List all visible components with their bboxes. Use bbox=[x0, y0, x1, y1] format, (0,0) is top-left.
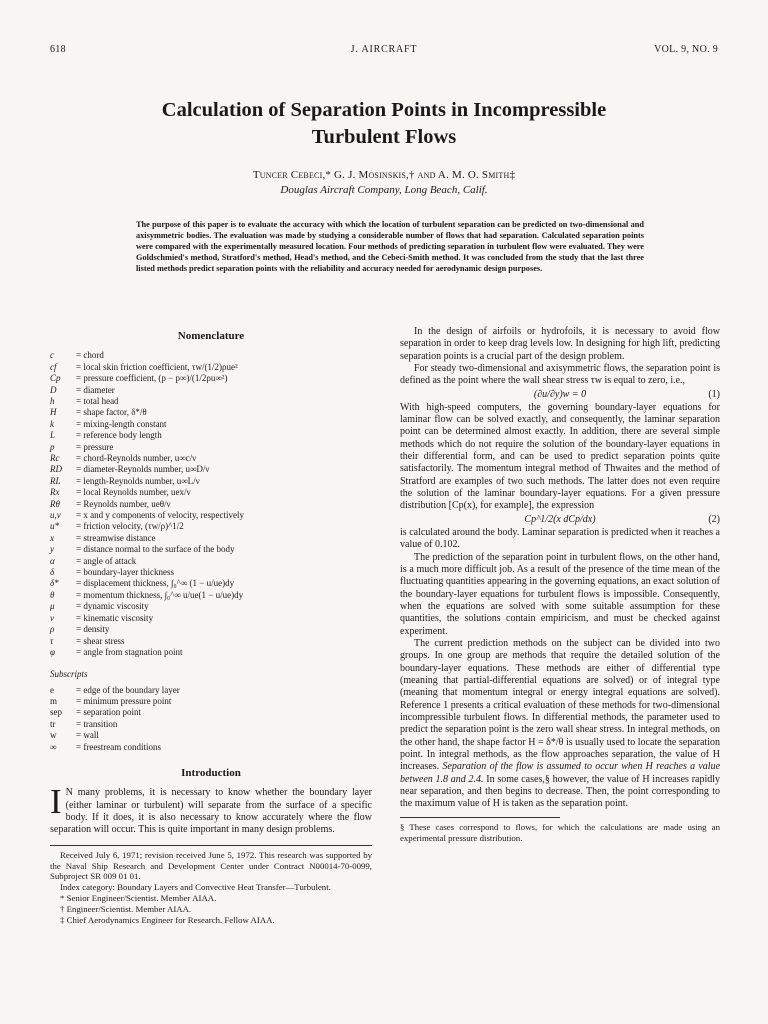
nomenclature-item-definition: = chord bbox=[76, 350, 104, 361]
nomenclature-item bbox=[50, 373, 372, 384]
left-column bbox=[50, 326, 372, 925]
nomenclature-item-definition: = length-Reynolds number, u∞L/ν bbox=[76, 475, 200, 486]
running-header bbox=[50, 44, 718, 58]
introduction-paragraph bbox=[50, 782, 372, 836]
nomenclature-item-symbol: θ bbox=[50, 589, 55, 600]
separation-criterion-italic: Separation of the flow is assumed to occur when H reaches a value between 1.8 and 2.4. bbox=[400, 761, 721, 785]
nomenclature-item bbox=[50, 636, 372, 647]
drop-cap: I bbox=[50, 782, 62, 822]
footnotes-left bbox=[50, 850, 372, 926]
equation-2-number: (2) bbox=[708, 513, 720, 525]
nomenclature-item bbox=[50, 613, 372, 624]
subscript-item bbox=[50, 685, 372, 696]
nomenclature-item-symbol: δ bbox=[50, 567, 55, 578]
paragraph-laminar-methods: With high-speed computers, the governing boundary-layer equations for laminar flow can be solved exactly, and consequently, the laminar separation point can be determined almost exactly. In addition, there are several simple methods which do not require the solution of the boundary-layer equations in their differential form, and can be used to predict separation points quite satisfactorily. The momentum integral method of Thwaites and the method of Stratford are examples of two such methods. The latter does not even require the solution of the laminar boundary-layer equations. For a given pressure distribution [Cp(x), for example], the expression bbox=[400, 401, 720, 512]
nomenclature-item-symbol: ρ bbox=[50, 624, 55, 635]
subscript-item-definition: = separation point bbox=[76, 707, 142, 718]
subscripts-list bbox=[50, 685, 372, 753]
footnote-author-2: † Engineer/Scientist. Member AIAA. bbox=[60, 903, 192, 914]
nomenclature-item-symbol: L bbox=[50, 430, 56, 441]
nomenclature-item bbox=[50, 578, 372, 589]
nomenclature-item bbox=[50, 487, 372, 498]
affiliation: Douglas Aircraft Company, Long Beach, Calif. bbox=[280, 184, 488, 196]
nomenclature-item bbox=[50, 476, 372, 487]
nomenclature-item-definition: = local Reynolds number, uex/ν bbox=[76, 487, 191, 498]
nomenclature-item-symbol: u,v bbox=[50, 510, 61, 521]
right-column bbox=[400, 326, 720, 843]
nomenclature-item-symbol: μ bbox=[50, 601, 55, 612]
paragraph-turbulent-prediction: The prediction of the separation point in turbulent flows, on the other hand, is a much more difficult job. As a result of the presence of the time mean of the fluctuating quantities appearing in the governing equations, an exact solution of the boundary-layer equations for turbulent flows is impossible. Consequently, when the equations are solved with some suitable assumption for these quantities, the solutions contain empiricism, and must be checked against experiment. bbox=[400, 551, 720, 637]
nomenclature-item-symbol: H bbox=[50, 407, 57, 418]
nomenclature-item-symbol: φ bbox=[50, 646, 55, 657]
nomenclature-item-definition: = shear stress bbox=[76, 635, 125, 646]
current-methods-text: The current prediction methods on the subject can be divided into two groups. In one group are methods that require the detailed solution of the boundary-layer equations. These methods are either of differential type (meaning that partial-differential equations are solved) or of integral type (meaning that momentum integral or energy integral equations are solved). Reference 1 presents a critical evaluation of these methods for two-dimensional incompressible turbulent flows. In differential methods, the parameter used to predict the separation point is the zero wall shear stress. In integral methods, on the other hand, the shape factor H = δ*/θ is usually used to locate the separation point. In integral methods, as the flow approaches separation, the value of H increases. bbox=[400, 637, 720, 773]
nomenclature-item bbox=[50, 385, 372, 396]
nomenclature-item bbox=[50, 453, 372, 464]
footnote-author-3: ‡ Chief Aerodynamics Engineer for Research. Fellow AIAA. bbox=[60, 914, 275, 925]
subscript-item bbox=[50, 719, 372, 730]
footnote-right: § These cases correspond to flows, for which the calculations are made using an experimental pressure distribution. bbox=[400, 821, 720, 843]
nomenclature-item bbox=[50, 647, 372, 658]
nomenclature-item-definition: = streamwise distance bbox=[76, 532, 156, 543]
nomenclature-item-symbol: p bbox=[50, 441, 55, 452]
nomenclature-item-symbol: RD bbox=[50, 464, 62, 475]
nomenclature-item-symbol: Rc bbox=[50, 453, 60, 463]
author-block bbox=[60, 168, 708, 198]
nomenclature-list bbox=[50, 350, 372, 658]
nomenclature-item bbox=[50, 396, 372, 407]
equation-2-body: Cp^1/2(x dCp/dx) bbox=[524, 513, 596, 525]
nomenclature-item-definition: = chord-Reynolds number, u∞c/ν bbox=[76, 453, 197, 463]
nomenclature-item-definition: = boundary-layer thickness bbox=[76, 567, 175, 578]
nomenclature-item-symbol: h bbox=[50, 395, 55, 406]
nomenclature-item-definition: = dynamic viscosity bbox=[76, 601, 149, 612]
nomenclature-item-definition: = momentum thickness, ∫₀^∞ u/ue(1 − u/ue)dy bbox=[76, 589, 244, 600]
volume-issue: VOL. 9, NO. 9 bbox=[654, 44, 718, 55]
subscript-item-symbol: tr bbox=[50, 718, 56, 729]
nomenclature-item-symbol: D bbox=[50, 384, 57, 395]
nomenclature-item-symbol: c bbox=[50, 350, 54, 361]
nomenclature-item-symbol: ν bbox=[50, 612, 54, 623]
subscripts-heading: Subscripts bbox=[50, 669, 88, 680]
subscript-item-symbol: m bbox=[50, 696, 58, 707]
nomenclature-item bbox=[50, 590, 372, 601]
current-methods-end: In some cases,§ however, the value of H increases rapidly near separation, and then begins to decrease. Then, the point corresponding to the maximum value of H is taken as the separation point. bbox=[400, 773, 721, 810]
nomenclature-item-symbol: RL bbox=[50, 475, 61, 486]
nomenclature-item-definition: = shape factor, δ*/θ bbox=[76, 407, 147, 418]
paragraph-design-airfoils: In the design of airfoils or hydrofoils, it is necessary to avoid flow separation in order to keep drag levels low. In designing for high lift, predicting separation points is a crucial part of the design problem. bbox=[400, 326, 720, 362]
subscript-item-definition: = freestream conditions bbox=[76, 741, 162, 752]
footnote-rule bbox=[50, 845, 372, 846]
nomenclature-item-symbol: δ* bbox=[50, 578, 59, 589]
subscript-item-definition: = minimum pressure point bbox=[76, 696, 172, 707]
equation-1-number: (1) bbox=[708, 388, 720, 400]
nomenclature-item bbox=[50, 533, 372, 544]
subscript-item bbox=[50, 707, 372, 718]
footnote-rule-right bbox=[400, 817, 560, 818]
nomenclature-item bbox=[50, 567, 372, 578]
nomenclature-heading: Nomenclature bbox=[177, 330, 245, 342]
nomenclature-item-definition: = diameter-Reynolds number, u∞D/ν bbox=[76, 464, 210, 475]
nomenclature-item bbox=[50, 362, 372, 373]
nomenclature-item-definition: = mixing-length constant bbox=[76, 418, 167, 429]
subscript-item-definition: = wall bbox=[76, 730, 99, 741]
title-line-1: Calculation of Separation Points in Incompressible bbox=[161, 99, 607, 121]
nomenclature-item-definition: = x and y components of velocity, respectively bbox=[76, 510, 244, 521]
journal-name: J. AIRCRAFT bbox=[350, 44, 418, 55]
nomenclature-item-symbol: u* bbox=[50, 521, 59, 532]
nomenclature-item bbox=[50, 419, 372, 430]
nomenclature-item-symbol: τ bbox=[50, 635, 54, 646]
footnote-received: Received July 6, 1971; revision received June 5, 1972. This research was supported by the Naval Ship Research and Development Center under Contract N00014-70-0099, Subproject SR 009 01 01. bbox=[50, 849, 372, 882]
introduction-text: N many problems, it is necessary to know whether the boundary layer (either laminar or turbulent) will separate from the surface of a specific body. If it does, it is also necessary to know accurately where the flow separation will occur. This is quite important in many design problems. bbox=[50, 787, 372, 836]
subscript-item-symbol: e bbox=[50, 684, 54, 695]
nomenclature-item-definition: = displacement thickness, ∫₀^∞ (1 − u/ue)dy bbox=[76, 578, 235, 589]
subscript-item-symbol: sep bbox=[50, 707, 62, 718]
subscript-item bbox=[50, 696, 372, 707]
nomenclature-item bbox=[50, 624, 372, 635]
nomenclature-item-definition: = pressure coefficient, (p − p∞)/(1/2ρu∞²) bbox=[76, 373, 228, 384]
nomenclature-item bbox=[50, 601, 372, 612]
nomenclature-item-definition: = pressure bbox=[76, 441, 114, 452]
nomenclature-item-definition: = diameter bbox=[76, 384, 115, 395]
abstract: The purpose of this paper is to evaluate the accuracy with which the location of turbulent separation can be predicted on two-dimensional and axisymmetric bodies. The evaluation was made by studying a considerable number of flows that had separation. Calculated separation points were compared with the experimentally measured location. Four methods of predicting separation in turbulent flow were evaluated. They were Goldschmied's method, Stratford's method, Head's method, and the Cebeci-Smith method. It was concluded from the study that the last three listed methods predict separation points with the reliability and accuracy needed for aerodynamic design purposes. bbox=[136, 220, 644, 273]
nomenclature-item-definition: = friction velocity, (τw/ρ)^1/2 bbox=[76, 521, 184, 532]
nomenclature-item-symbol: Cp bbox=[50, 373, 61, 384]
subscript-item bbox=[50, 730, 372, 741]
nomenclature-item-definition: = distance normal to the surface of the body bbox=[76, 544, 235, 555]
nomenclature-item-symbol: α bbox=[50, 555, 55, 566]
equation-2 bbox=[400, 513, 720, 527]
nomenclature-item-definition: = local skin friction coefficient, τw/(1/2)ρue² bbox=[76, 361, 238, 372]
subscript-item-definition: = transition bbox=[76, 718, 118, 729]
introduction-heading: Introduction bbox=[181, 767, 241, 780]
nomenclature-item bbox=[50, 499, 372, 510]
nomenclature-item bbox=[50, 556, 372, 567]
nomenclature-item-definition: = total head bbox=[76, 395, 119, 406]
paragraph-separation-definition: For steady two-dimensional and axisymmetric flows, the separation point is defined as the point where the wall shear stress τw is equal to zero, i.e., bbox=[400, 363, 720, 387]
nomenclature-item-definition: = angle from stagnation point bbox=[76, 646, 183, 657]
nomenclature-item-definition: = Reynolds number, ueθ/ν bbox=[76, 498, 171, 509]
footnote-index-category: Index category: Boundary Layers and Convective Heat Transfer—Turbulent. bbox=[60, 882, 331, 893]
nomenclature-item bbox=[50, 521, 372, 532]
nomenclature-item-symbol: Rθ bbox=[50, 498, 60, 509]
nomenclature-item bbox=[50, 544, 372, 555]
nomenclature-item-symbol: cf bbox=[50, 361, 57, 372]
paragraph-laminar-criterion: is calculated around the body. Laminar separation is predicted when it reaches a value of 0.102. bbox=[400, 526, 720, 551]
nomenclature-item bbox=[50, 430, 372, 441]
nomenclature-item-symbol: x bbox=[50, 532, 54, 543]
nomenclature-item bbox=[50, 510, 372, 521]
footnote-author-1: * Senior Engineer/Scientist. Member AIAA. bbox=[60, 893, 217, 903]
nomenclature-item-definition: = kinematic viscosity bbox=[76, 612, 154, 623]
nomenclature-item bbox=[50, 407, 372, 418]
subscript-item-symbol: w bbox=[50, 730, 57, 741]
nomenclature-item bbox=[50, 464, 372, 475]
equation-1 bbox=[400, 388, 720, 402]
page-number: 618 bbox=[50, 44, 66, 55]
nomenclature-item-symbol: Rx bbox=[50, 487, 60, 498]
nomenclature-item-definition: = angle of attack bbox=[76, 555, 137, 566]
equation-1-body: (∂u/∂y)w = 0 bbox=[533, 388, 587, 400]
nomenclature-item-symbol: y bbox=[50, 544, 54, 555]
paper-title bbox=[60, 97, 708, 151]
subscript-item bbox=[50, 742, 372, 753]
paragraph-current-methods bbox=[400, 638, 720, 811]
title-line-2: Turbulent Flows bbox=[311, 126, 457, 148]
nomenclature-item-definition: = density bbox=[76, 624, 110, 635]
nomenclature-item-symbol: k bbox=[50, 418, 54, 429]
nomenclature-item bbox=[50, 442, 372, 453]
nomenclature-item bbox=[50, 350, 372, 361]
subscript-item-symbol: ∞ bbox=[50, 741, 57, 752]
nomenclature-item-definition: = reference body length bbox=[76, 430, 162, 441]
subscript-item-definition: = edge of the boundary layer bbox=[76, 684, 180, 695]
author-names: Tuncer Cebeci,* G. J. Mosinskis,† and A. M. O. Smith‡ bbox=[252, 169, 516, 181]
